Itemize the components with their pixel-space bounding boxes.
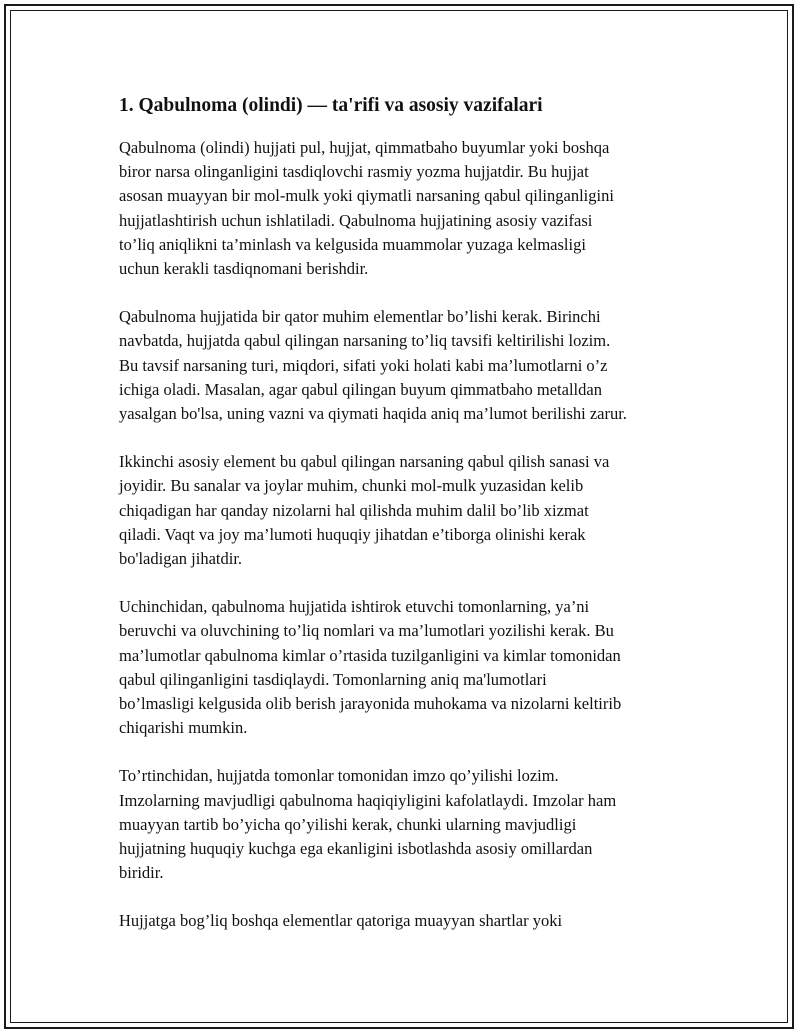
text-line: Qabulnoma (olindi) hujjati pul, hujjat, qimmatbaho buyumlar yoki boshqa (119, 138, 610, 157)
text-line: chiqarishi mumkin. (119, 718, 248, 738)
paragraph-definition (119, 136, 704, 281)
text-line: to’liq aniqlikni ta’minlash va kelgusida muammolar yuzaga kelmasligi (119, 234, 586, 254)
document-title: 1. Qabulnoma (olindi) — ta'rifi va asosiy vazifalari (119, 95, 543, 116)
document-body (119, 92, 704, 958)
text-line: qiladi. Vaqt va joy ma’lumoti huquqiy jihatdan e’tiborga olinishi kerak (119, 524, 586, 544)
paragraph-first-element (119, 305, 704, 426)
paragraph-other-elements (119, 909, 704, 933)
paragraph-second-element (119, 450, 704, 571)
text-line: Ikkinchi asosiy element bu qabul qilingan narsaning qabul qilish sanasi va (119, 452, 610, 472)
text-line: beruvchi va oluvchining to’liq nomlari va ma’lumotlari yozilishi kerak. Bu (119, 621, 614, 641)
text-line: bo’lmasligi kelgusida olib berish jarayonida muhokama va nizolarni keltirib (119, 694, 622, 714)
text-line: bo'ladigan jihatdir. (119, 549, 243, 569)
text-line: muayyan tartib bo’yicha qo’yilishi kerak, chunki ularning mavjudligi (119, 814, 577, 834)
text-line: ma’lumotlar qabulnoma kimlar o’rtasida tuzilganligini va kimlar tomonidan (119, 645, 621, 665)
text-line: yasalgan bo'lsa, uning vazni va qiymati haqida aniq ma’lumot berilishi zarur. (119, 404, 627, 424)
text-line: Imzolarning mavjudligi qabulnoma haqiqiyligini kafolatlaydi. Imzolar ham (119, 790, 617, 810)
text-line: Bu tavsif narsaning turi, miqdori, sifati yoki holati kabi ma’lumotlarni o’z (119, 355, 608, 375)
text-line: qabul qilinganligini tasdiqlaydi. Tomonlarning aniq ma'lumotlari (119, 669, 547, 689)
text-line: Hujjatga bog’liq boshqa elementlar qatoriga muayyan shartlar yoki (119, 911, 563, 931)
text-line: asosan muayyan bir mol-mulk yoki qiymatli narsaning qabul qilinganligini (119, 186, 614, 206)
text-line: ichiga oladi. Masalan, agar qabul qilingan buyum qimmatbaho metalldan (119, 379, 602, 399)
text-line: biridir. (119, 863, 164, 883)
text-line: hujjatlashtirish uchun ishlatiladi. Qabulnoma hujjatining asosiy vazifasi (119, 210, 593, 230)
text-line: joyidir. Bu sanalar va joylar muhim, chunki mol-mulk yuzasidan kelib (119, 476, 584, 496)
paragraph-third-element (119, 595, 704, 740)
text-line: navbatda, hujjatda qabul qilingan narsaning to’liq tavsifi keltirilishi lozim. (119, 331, 611, 351)
text-line: Uchinchidan, qabulnoma hujjatida ishtirok etuvchi tomonlarning, ya’ni (119, 597, 590, 617)
text-line: Qabulnoma hujjatida bir qator muhim elementlar bo’lishi kerak. Birinchi (119, 307, 601, 327)
text-line: biror narsa olinganligini tasdiqlovchi rasmiy yozma hujjatdir. Bu hujjat (119, 162, 589, 182)
text-line: To’rtinchidan, hujjatda tomonlar tomonidan imzo qo’yilishi lozim. (119, 766, 559, 786)
text-line: hujjatning huquqiy kuchga ega ekanligini isbotlashda asosiy omillardan (119, 839, 593, 859)
paragraph-fourth-element (119, 764, 704, 885)
text-line: uchun kerakli tasdiqnomani berishdir. (119, 259, 369, 279)
text-line: chiqadigan har qanday nizolarni hal qilishda muhim dalil bo’lib xizmat (119, 500, 589, 520)
